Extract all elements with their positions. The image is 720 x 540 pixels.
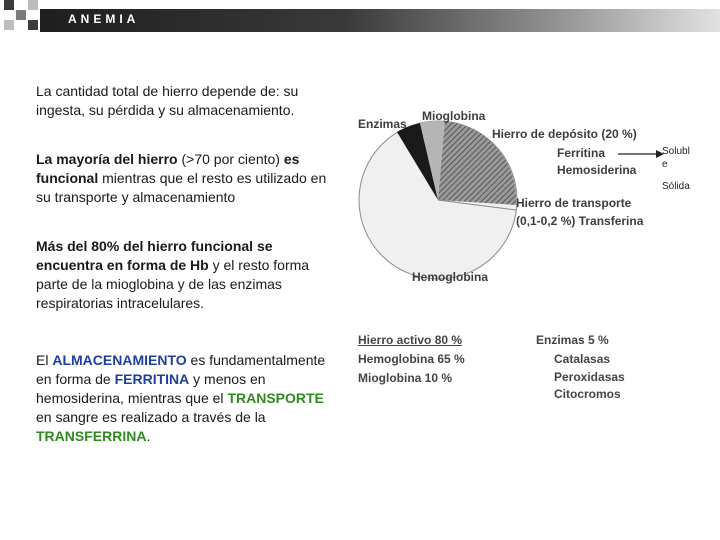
- side-label-soluble: [662, 145, 690, 171]
- table-right-heading: Enzimas 5 %: [536, 333, 609, 347]
- text-span: .: [146, 428, 151, 444]
- text-span: y el resto forma parte de la mioglobina y de las enzimas respiratorias intracelulares.: [36, 257, 310, 311]
- label-transferrina: (0,1-0,2 %) Transferina: [516, 214, 644, 228]
- decor-square: [4, 20, 14, 30]
- paragraph-hemoglobin: [36, 237, 336, 313]
- table-right-row: Catalasas: [554, 352, 611, 366]
- side-label-solida: Sólida: [662, 181, 690, 192]
- label-mioglobina: Mioglobina: [422, 109, 486, 123]
- iron-distribution-figure: [350, 100, 670, 300]
- term-transferrina: TRANSFERRINA: [36, 428, 147, 444]
- text-span: mientras que el resto es utilizado en su transporte y almacenamiento: [36, 170, 327, 205]
- text-span: (>70 por ciento): [177, 151, 284, 167]
- label-enzimas: Enzimas: [358, 117, 407, 131]
- label-ferritina: Ferritina: [557, 146, 606, 160]
- decor-square: [28, 0, 38, 10]
- text-span: es fundamentalmente en forma de: [36, 352, 326, 387]
- side-text: Solubl: [662, 146, 690, 157]
- label-deposito: Hierro de depósito (20 %): [492, 127, 637, 141]
- paragraph-intro: La cantidad total de hierro depende de: su ingesta, su pérdida y su almacenamiento.: [36, 83, 299, 118]
- table-left-heading: Hierro activo 80 %: [358, 333, 463, 347]
- term-ferritina: FERRITINA: [114, 371, 190, 387]
- slide-title: ANEMIA: [68, 12, 140, 26]
- slide-header: [0, 0, 720, 34]
- decor-square: [28, 20, 38, 30]
- side-text: e: [662, 159, 668, 170]
- label-hemosiderina: Hemosiderina: [557, 163, 637, 177]
- paragraph-functional: [36, 150, 336, 207]
- table-right-row: Peroxidasas: [554, 370, 625, 384]
- table-left-row: Hemoglobina 65 %: [358, 352, 465, 366]
- table-left-row: Mioglobina 10 %: [358, 371, 453, 385]
- decor-square: [4, 0, 14, 10]
- bold-text: es funcional: [36, 151, 300, 186]
- table-right-row: Citocromos: [554, 387, 621, 401]
- decor-square: [16, 10, 26, 20]
- label-transporte: Hierro de transporte: [516, 196, 632, 210]
- text-span: y menos en hemosiderina, mientras que el: [36, 371, 266, 406]
- text-span: en sangre es realizado a través de la: [36, 409, 266, 425]
- bold-text: La mayoría del hierro: [36, 151, 178, 167]
- text-span: El: [36, 352, 53, 368]
- header-bar: [40, 9, 720, 32]
- term-almacenamiento: ALMACENAMIENTO: [52, 352, 187, 368]
- term-transporte: TRANSPORTE: [227, 390, 324, 406]
- label-hemoglobina: Hemoglobina: [412, 270, 489, 284]
- bold-text: Más del 80% del hierro funcional se encuentra en forma de Hb: [36, 238, 273, 273]
- paragraph-storage: [36, 351, 336, 446]
